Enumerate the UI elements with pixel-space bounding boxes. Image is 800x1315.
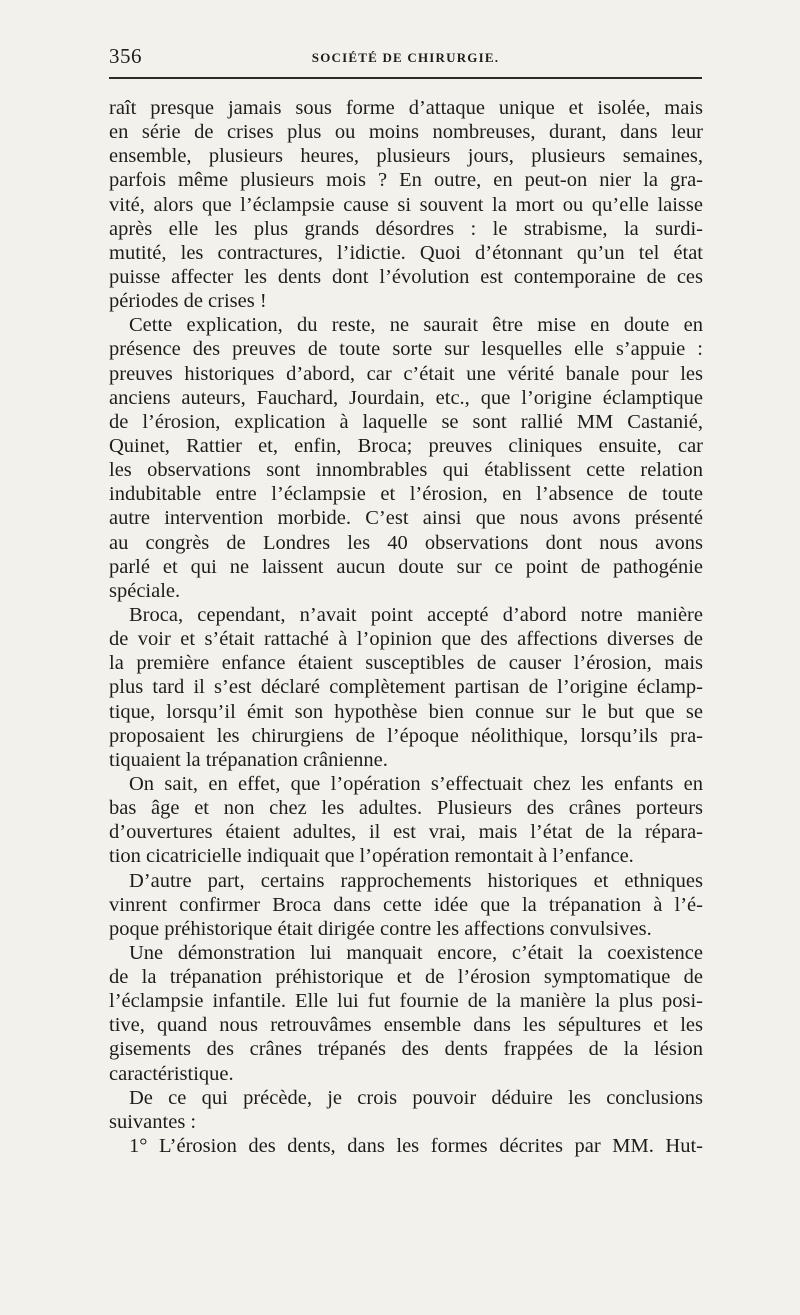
text-line: tiquaient la trépanation crânienne. [109, 748, 388, 771]
text-line: la première enfance étaient susceptibles de causer l’érosion, mais [109, 652, 703, 675]
text-line: On sait, en effet, que l’opération s’effectuait chez les enfants en [129, 772, 703, 795]
text-line: ensemble, plusieurs heures, plusieurs jours, plusieurs semaines, [109, 145, 703, 168]
text-line: de l’érosion, explication à laquelle se sont rallié MM Castanié, [109, 410, 703, 433]
text-line: tive, quand nous retrouvâmes ensemble dans les sépultures et les [109, 1014, 703, 1037]
text-line: Broca, cependant, n’avait point accepté d’abord notre manière [129, 603, 703, 626]
text-line: bas âge et non chez les adultes. Plusieurs des crânes porteurs [109, 797, 703, 820]
running-head [109, 44, 702, 70]
text-line: preuves historiques d’abord, car c’était une vérité banale pour les [109, 362, 703, 385]
page-number: 356 [109, 44, 142, 68]
text-line: vinrent confirmer Broca dans cette idée que la trépanation à l’é- [109, 893, 703, 916]
text-line: présence des preuves de toute sorte sur lesquelles elle s’appuie : [109, 338, 703, 361]
text-line: raît presque jamais sous forme d’attaque unique et isolée, mais [109, 97, 703, 119]
text-line: 1° L’érosion des dents, dans les formes décrites par MM. Hut- [129, 1135, 703, 1158]
text-line: autre intervention morbide. C’est ainsi que nous avons présenté [109, 507, 703, 530]
text-line: proposaient les chirurgiens de l’époque néolithique, lorsqu’ils pra- [109, 724, 703, 747]
text-line: Cette explication, du reste, ne saurait être mise en doute en [129, 314, 703, 337]
text-line: au congrès de Londres les 40 observations dont nous avons [109, 531, 703, 554]
text-line: caractéristique. [109, 1062, 234, 1085]
text-line: Une démonstration lui manquait encore, c’était la coexistence [129, 941, 703, 964]
text-line: parlé et qui ne laissent aucun doute sur ce point de pathogénie [109, 555, 703, 578]
text-line: puisse affecter les dents dont l’évolution est contemporaine de ces [109, 265, 703, 288]
journal-title: SOCIÉTÉ DE CHIRURGIE. [311, 50, 500, 65]
text-line: parfois même plusieurs mois ? En outre, en peut-on nier la gra- [109, 169, 703, 192]
body-text [109, 96, 703, 1158]
text-line: spéciale. [109, 579, 181, 602]
text-line: d’ouvertures étaient adultes, il est vrai, mais l’état de la répara- [109, 821, 703, 844]
text-line: après elle les plus grands désordres : le strabisme, la surdi- [109, 217, 703, 240]
text-line: vité, alors que l’éclampsie cause si souvent la mort ou qu’elle laisse [109, 193, 703, 216]
header-rule [109, 77, 702, 79]
text-line: Quinet, Rattier et, enfin, Broca; preuves cliniques ensuite, car [109, 434, 703, 457]
text-line: indubitable entre l’éclampsie et l’érosion, en l’absence de toute [109, 483, 703, 506]
text-line: mutité, les contractures, l’idictie. Quoi d’étonnant qu’un tel état [109, 241, 703, 264]
text-line: tique, lorsqu’il émit son hypothèse bien connue sur le but que se [109, 700, 703, 723]
text-line: gisements des crânes trépanés des dents frappées de la lésion [109, 1038, 703, 1061]
text-line: D’autre part, certains rapprochements historiques et ethniques [129, 869, 703, 892]
text-line: en série de crises plus ou moins nombreuses, durant, dans leur [109, 121, 703, 144]
text-line: de la trépanation préhistorique et de l’érosion symptomatique de [109, 966, 703, 989]
text-line: périodes de crises ! [109, 290, 267, 313]
text-line: l’éclampsie infantile. Elle lui fut fournie de la manière la plus posi- [109, 990, 703, 1013]
text-line: anciens auteurs, Fauchard, Jourdain, etc., que l’origine éclamptique [109, 386, 703, 409]
text-line: de voir et s’était rattaché à l’opinion que des affections diverses de [109, 628, 703, 651]
text-line: tion cicatricielle indiquait que l’opération remontait à l’enfance. [109, 845, 634, 868]
text-line: les observations sont innombrables qui établissent cette relation [109, 459, 703, 482]
text-line: De ce qui précède, je crois pouvoir déduire les conclusions [129, 1086, 703, 1109]
text-line: poque préhistorique était dirigée contre les affections convulsives. [109, 917, 652, 940]
text-line: plus tard il s’est déclaré complètement partisan de l’origine éclamp- [109, 676, 703, 699]
text-line: suivantes : [109, 1110, 197, 1133]
